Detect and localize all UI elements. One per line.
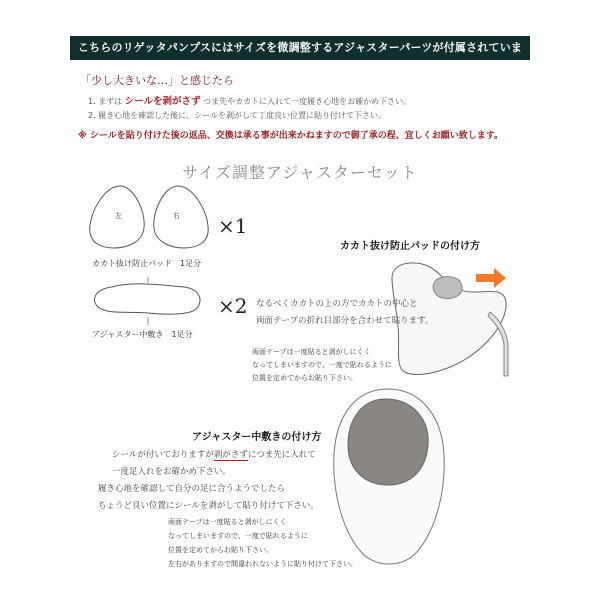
insole-section-line2: 一度足入れをお確かめ下さい。 — [112, 467, 232, 477]
insole-section-title: アジャスター中敷きの付け方 — [192, 432, 322, 443]
heel-pad-qty: ×1 — [218, 214, 248, 238]
heel-pad-illustration — [84, 182, 214, 252]
insole-illustration — [92, 275, 204, 333]
insole-line1-a: シールが付いておりますが — [112, 450, 214, 460]
insole-section-note2: なってしまいますので、一度で貼れるように — [168, 532, 308, 540]
warning-note: ※ シールを貼り付けた後の返品、交換は承る事が出来かねますので御了承の程、宜しくお願い致します。 — [78, 131, 503, 141]
insole-section-line4: ちょうど良い位置にシールを剥がして貼り付けて下さい。 — [98, 501, 319, 511]
heel-section-note1: 両面テープは一度貼ると剥がしにくく — [252, 348, 371, 356]
heel-section-title: カカト抜け防止パッドの付け方 — [340, 241, 480, 252]
insole-caption: アジャスター中敷き 1足分 — [92, 330, 193, 339]
heel-pad-right-label: 右 — [173, 212, 180, 220]
insole-section-line1 — [112, 448, 316, 460]
insole-line1-b: 剥がさず — [213, 450, 248, 460]
insole-line1-c: につま先に入れて — [247, 450, 316, 460]
insole-qty: ×2 — [218, 294, 248, 318]
step-1-bold: シールを剥がさず — [124, 96, 201, 107]
heel-section-note3: 位置を定めてからお貼り下さい。 — [252, 374, 357, 382]
set-title: サイズ調整アジャスターセット — [182, 163, 418, 182]
subheading: 「少し大きいな…」と感じたら — [80, 74, 234, 87]
step-2: 2. 履き心地を確認した後に、シールを剥がして丁度良い位置に貼り付けて下さい。 — [88, 111, 387, 120]
insole-section-line3: 履き心地を確認して自分の足に合うようでしたら — [98, 484, 286, 494]
step-1-prefix: 1. まずは — [88, 97, 123, 106]
heel-section-note2: なってしまいますので、一度で貼れるように — [252, 361, 392, 369]
step-1-suffix: つま先やカカトに入れて一度履き心地をお確かめ下さい。 — [203, 97, 412, 106]
heel-section-line2: 両面テープの折れ目部分を合わせて貼ります。 — [256, 316, 434, 326]
heel-pad-left-label: 左 — [115, 212, 122, 220]
insole-section-note4: 左右がありますので間違われないように貼り付けて下さい。 — [168, 560, 357, 568]
top-banner: こちらのリゲッタパンプスにはサイズを微調整するアジャスターパーツが付属されています。 — [70, 36, 530, 60]
insole-in-shoe-illustration — [328, 385, 448, 570]
insole-section-note1: 両面テープは一度貼ると剥がしにくく — [168, 518, 287, 526]
insole-section-note3: 位置を定めてからお貼り下さい。 — [168, 546, 273, 554]
heel-section-line1: なるべくカカトの上の方でカカトの中心と — [256, 299, 418, 309]
step-1 — [88, 93, 411, 107]
heel-pad-caption: カカト抜け防止パッド 1足分 — [92, 259, 202, 268]
